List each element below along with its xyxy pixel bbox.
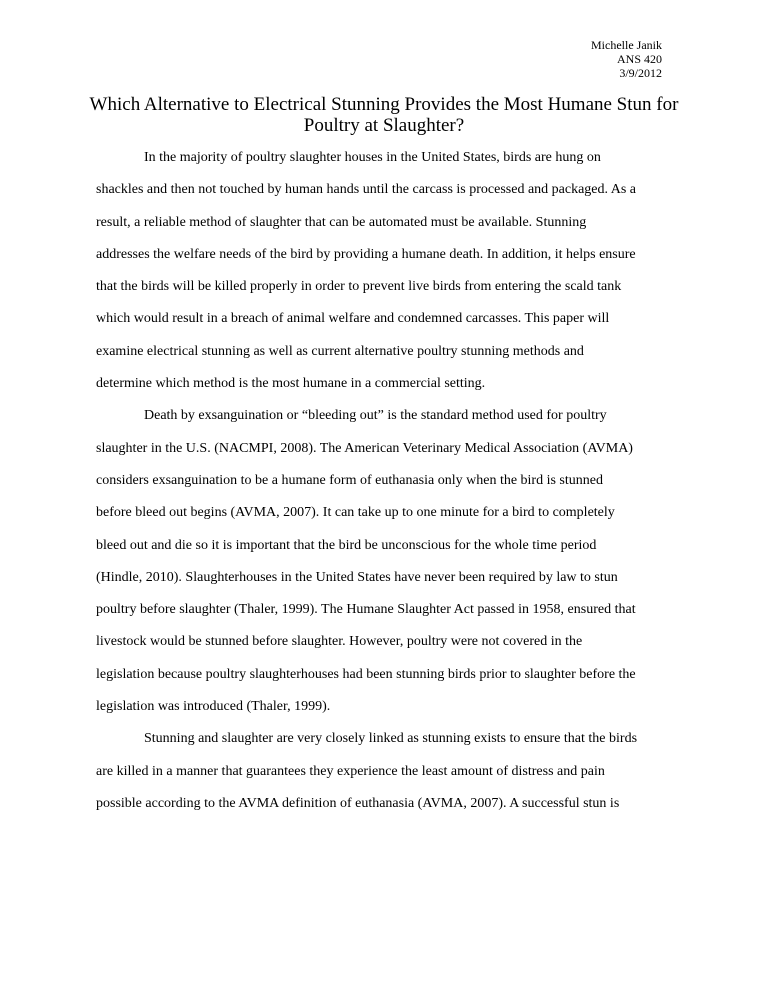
paragraph-2-line: before bleed out begins (AVMA, 2007). It can take up to one minute for a bird to completely <box>96 505 615 521</box>
paragraph-1-line: that the birds will be killed properly in order to prevent live birds from entering the scald tank <box>96 279 622 295</box>
paragraph-1-line: result, a reliable method of slaughter that can be automated must be available. Stunning <box>96 214 587 230</box>
paragraph-1-line: In the majority of poultry slaughter houses in the United States, birds are hung on <box>144 150 601 165</box>
document-header <box>591 38 662 80</box>
course-code: ANS 420 <box>616 52 662 66</box>
paragraph-2-line: Death by exsanguination or “bleeding out” is the standard method used for poultry <box>144 408 607 424</box>
title-line-1: Which Alternative to Electrical Stunning Provides the Most Humane Stun for <box>89 94 679 115</box>
author-name: Michelle Janik <box>591 38 662 52</box>
paragraph-1-line: which would result in a breach of animal welfare and condemned carcasses. This paper will <box>96 311 610 327</box>
paragraph-1-line: determine which method is the most humane in a commercial setting. <box>96 376 486 392</box>
paragraph-2-line: legislation was introduced (Thaler, 1999). <box>96 699 331 715</box>
paragraph-3-line: are killed in a manner that guarantees they experience the least amount of distress and pain <box>96 763 605 779</box>
paragraph-3-line: Stunning and slaughter are very closely linked as stunning exists to ensure that the birds <box>144 731 638 747</box>
paragraph-2-line: bleed out and die so it is important that the bird be unconscious for the whole time period <box>96 537 597 553</box>
paragraph-2-line: legislation because poultry slaughterhouses had been stunning birds prior to slaughter before the <box>96 666 636 682</box>
paragraph-2-line: slaughter in the U.S. (NACMPI, 2008). The American Veterinary Medical Association (AVMA) <box>96 440 633 456</box>
document-body <box>96 148 686 826</box>
paragraph-2-line: poultry before slaughter (Thaler, 1999). The Humane Slaughter Act passed in 1958, ensured that <box>96 602 636 618</box>
paragraph-2-line: livestock would be stunned before slaughter. However, poultry were not covered in the <box>96 634 583 650</box>
title-line-2: Poultry at Slaughter? <box>303 115 465 136</box>
paragraph-2-line: considers exsanguination to be a humane form of euthanasia only when the bird is stunned <box>96 472 603 488</box>
document-date: 3/9/2012 <box>619 66 662 80</box>
document-title <box>86 94 682 136</box>
paragraph-1-line: shackles and then not touched by human hands until the carcass is processed and packaged. As a <box>96 182 637 198</box>
paragraph-2-line: (Hindle, 2010). Slaughterhouses in the United States have never been required by law to stun <box>96 569 618 585</box>
paragraph-1-line: addresses the welfare needs of the bird by providing a humane death. In addition, it helps ensure <box>96 246 636 262</box>
paragraph-3-line: possible according to the AVMA definition of euthanasia (AVMA, 2007). A successful stun is <box>96 795 620 811</box>
paragraph-1-line: examine electrical stunning as well as current alternative poultry stunning methods and <box>96 343 584 359</box>
